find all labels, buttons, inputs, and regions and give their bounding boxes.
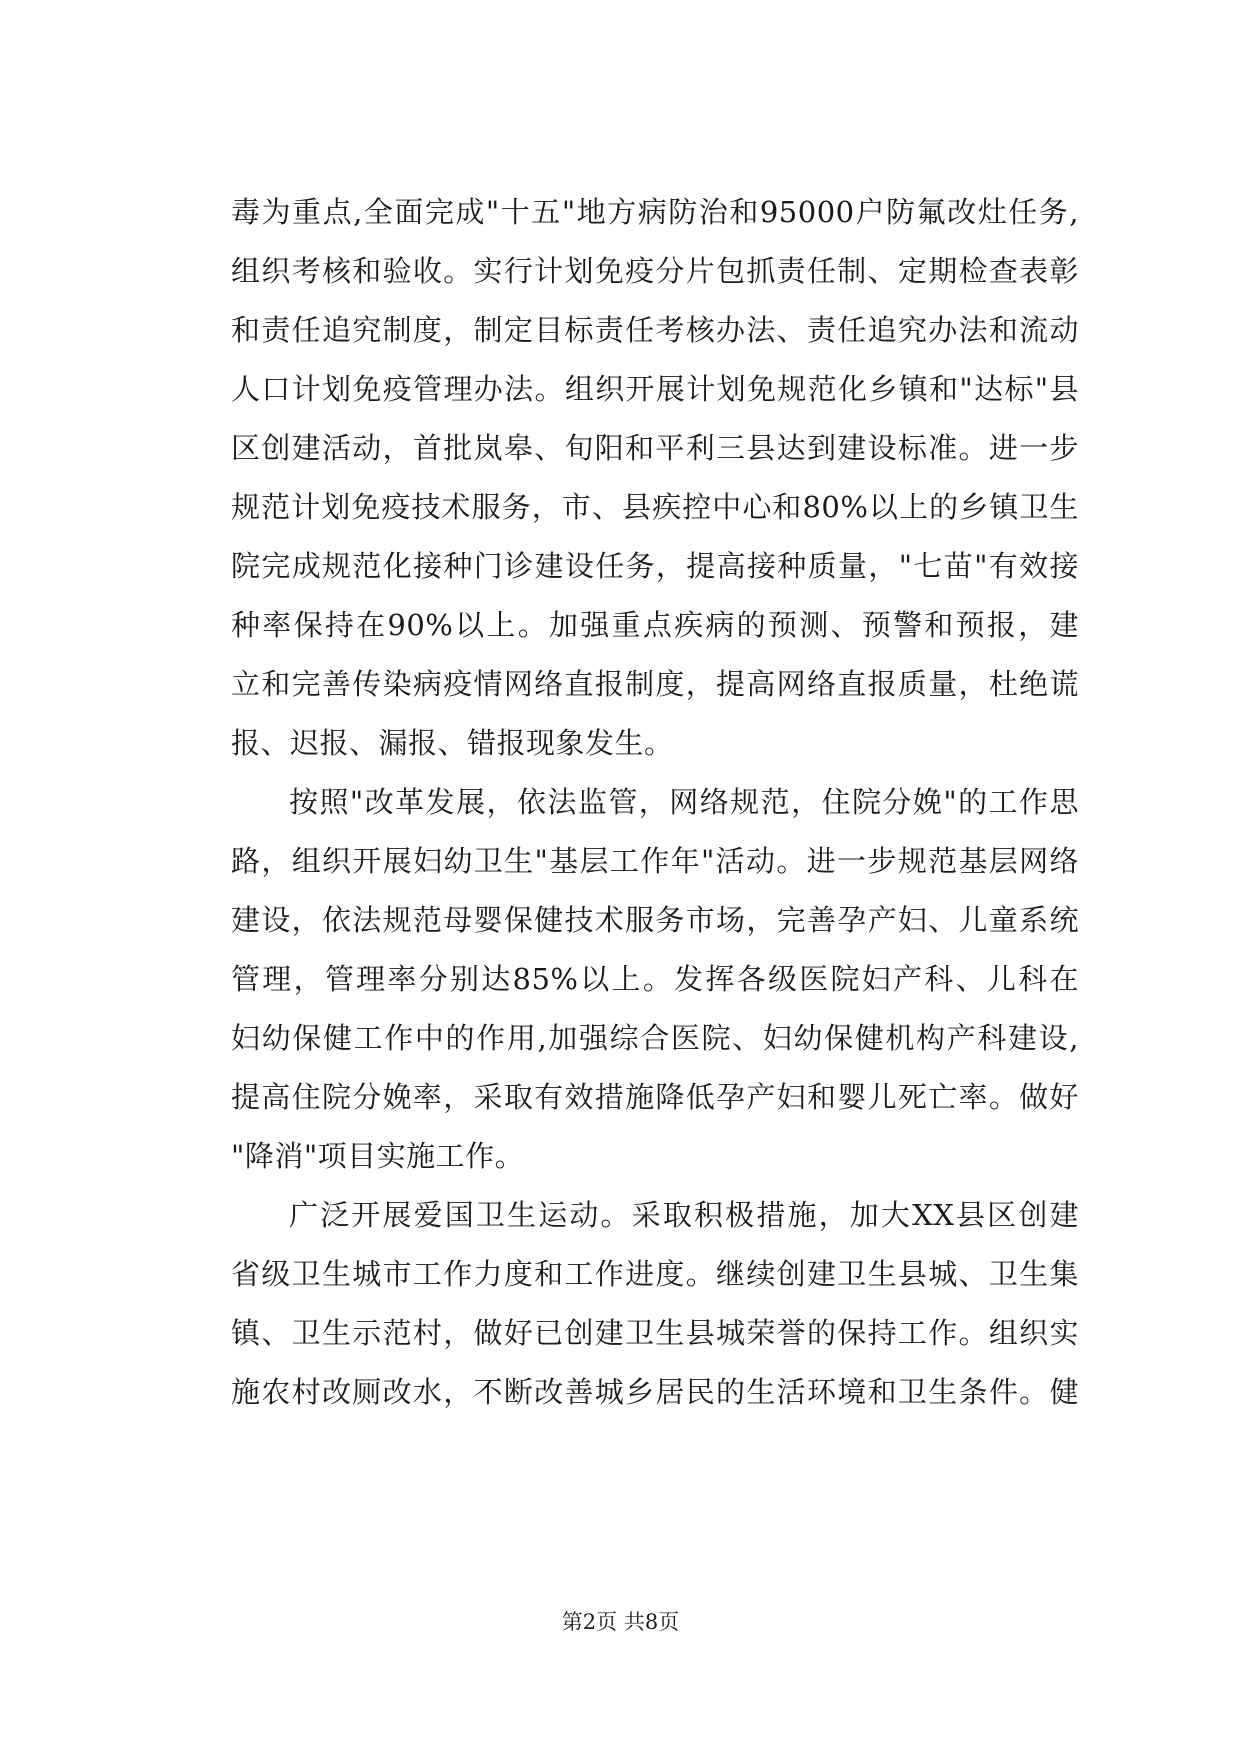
text-line: 施农村改厕改水，不断改善城乡居民的生活环境和卫生条件。健 xyxy=(231,1375,1079,1409)
text-line: 人口计划免疫管理办法。组织开展计划免规范化乡镇和"达标"县 xyxy=(231,372,1079,406)
text-line: 路，组织开展妇幼卫生"基层工作年"活动。进一步规范基层网络 xyxy=(231,844,1079,878)
text-line: 按照"改革发展，依法监管，网络规范，住院分娩"的工作思 xyxy=(289,785,1079,819)
text-line: 院完成规范化接种门诊建设任务，提高接种质量，"七苗"有效接 xyxy=(231,549,1079,583)
document-body xyxy=(231,183,1079,1422)
paragraph xyxy=(231,1186,1079,1422)
text-line: 和责任追究制度，制定目标责任考核办法、责任追究办法和流动 xyxy=(231,313,1079,347)
text-line: 省级卫生城市工作力度和工作进度。继续创建卫生县城、卫生集 xyxy=(231,1257,1079,1291)
text-line: 提高住院分娩率，采取有效措施降低孕产妇和婴儿死亡率。做好 xyxy=(231,1080,1079,1114)
text-line: 立和完善传染病疫情网络直报制度，提高网络直报质量，杜绝谎 xyxy=(231,667,1079,701)
text-line: 广泛开展爱国卫生运动。采取积极措施，加大XX县区创建 xyxy=(289,1198,1079,1232)
text-line: 报、迟报、漏报、错报现象发生。 xyxy=(231,726,674,760)
paragraph xyxy=(231,773,1079,1186)
text-line: 建设，依法规范母婴保健技术服务市场，完善孕产妇、儿童系统 xyxy=(231,903,1079,937)
text-line: 毒为重点,全面完成"十五"地方病防治和95000户防氟改灶任务, xyxy=(231,195,1079,229)
page-number-footer: 第2页 共8页 xyxy=(561,1610,680,1634)
text-line: 区创建活动，首批岚皋、旬阳和平利三县达到建设标准。进一步 xyxy=(231,431,1079,465)
text-line: "降消"项目实施工作。 xyxy=(231,1139,525,1173)
text-line: 管理，管理率分别达85%以上。发挥各级医院妇产科、儿科在 xyxy=(231,962,1079,996)
text-line: 种率保持在90%以上。加强重点疾病的预测、预警和预报，建 xyxy=(231,608,1079,642)
paragraph xyxy=(231,183,1079,773)
text-line: 组织考核和验收。实行计划免疫分片包抓责任制、定期检查表彰 xyxy=(231,254,1079,288)
text-line: 妇幼保健工作中的作用,加强综合医院、妇幼保健机构产科建设, xyxy=(231,1021,1079,1055)
text-line: 镇、卫生示范村，做好已创建卫生县城荣誉的保持工作。组织实 xyxy=(231,1316,1079,1350)
text-line: 规范计划免疫技术服务，市、县疾控中心和80%以上的乡镇卫生 xyxy=(231,490,1079,524)
